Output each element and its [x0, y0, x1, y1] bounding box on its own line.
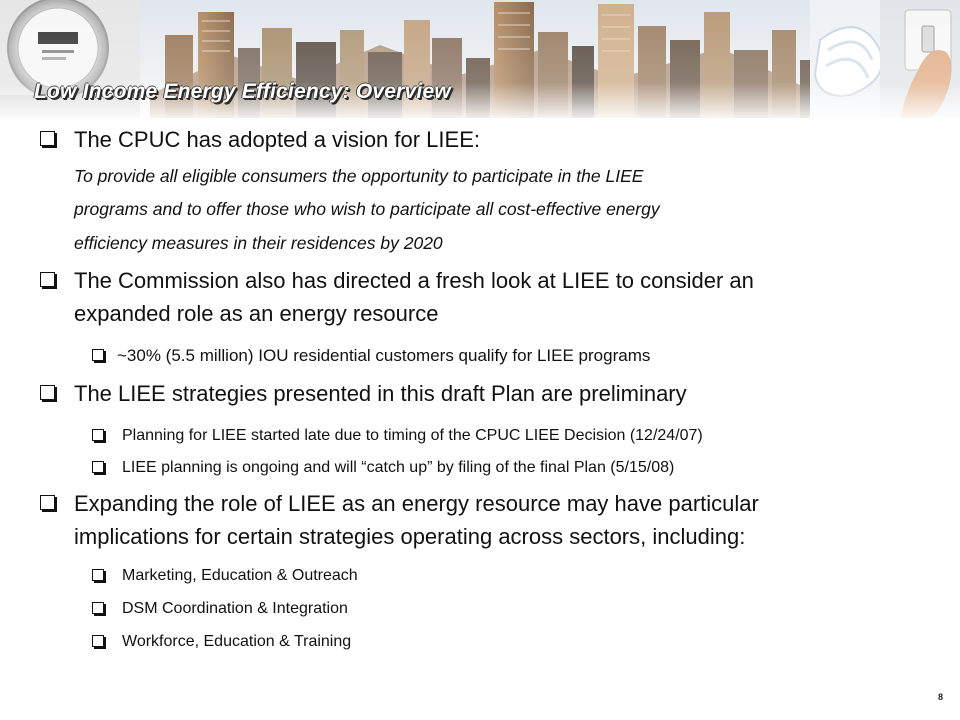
checkbox-bullet-icon: [40, 272, 55, 287]
sub-bullet-text: LIEE planning is ongoing and will “catch up” by filing of the final Plan (5/15/08): [122, 459, 675, 476]
checkbox-bullet-icon: [40, 131, 55, 146]
checkbox-bullet-icon: [40, 495, 55, 510]
checkbox-bullet-icon: [40, 385, 55, 400]
checkbox-bullet-icon: [92, 635, 104, 647]
checkbox-bullet-icon: [92, 602, 104, 614]
bullet-text: implications for certain strategies operating across sectors, including:: [74, 524, 746, 549]
sub-bullet-text: DSM Coordination & Integration: [122, 600, 348, 617]
sub-bullet-text: Planning for LIEE started late due to timing of the CPUC LIEE Decision (12/24/07): [122, 427, 703, 444]
slide-title: Low Income Energy Efficiency: Overview: [34, 80, 451, 103]
checkbox-bullet-icon: [92, 349, 104, 361]
bullet-text: The Commission also has directed a fresh look at LIEE to consider an: [74, 268, 754, 293]
vision-quote-line: programs and to offer those who wish to participate all cost-effective energy: [74, 199, 660, 219]
checkbox-bullet-icon: [92, 461, 104, 473]
bullet-text: Expanding the role of LIEE as an energy resource may have particular: [74, 491, 759, 516]
bullet-text: The CPUC has adopted a vision for LIEE:: [74, 127, 480, 152]
sub-bullet-text: Workforce, Education & Training: [122, 633, 352, 650]
sub-bullet-text: Marketing, Education & Outreach: [122, 567, 358, 584]
checkbox-bullet-icon: [92, 429, 104, 441]
checkbox-bullet-icon: [92, 569, 104, 581]
bullet-text: expanded role as an energy resource: [74, 301, 439, 326]
bullet-text: The LIEE strategies presented in this draft Plan are preliminary: [74, 381, 687, 406]
vision-quote-line: efficiency measures in their residences by 2020: [74, 233, 443, 253]
vision-quote-line: To provide all eligible consumers the opportunity to participate in the LIEE: [74, 166, 644, 186]
sub-bullet-text: ~30% (5.5 million) IOU residential customers qualify for LIEE programs: [117, 346, 651, 365]
page-number: 8: [938, 692, 944, 702]
